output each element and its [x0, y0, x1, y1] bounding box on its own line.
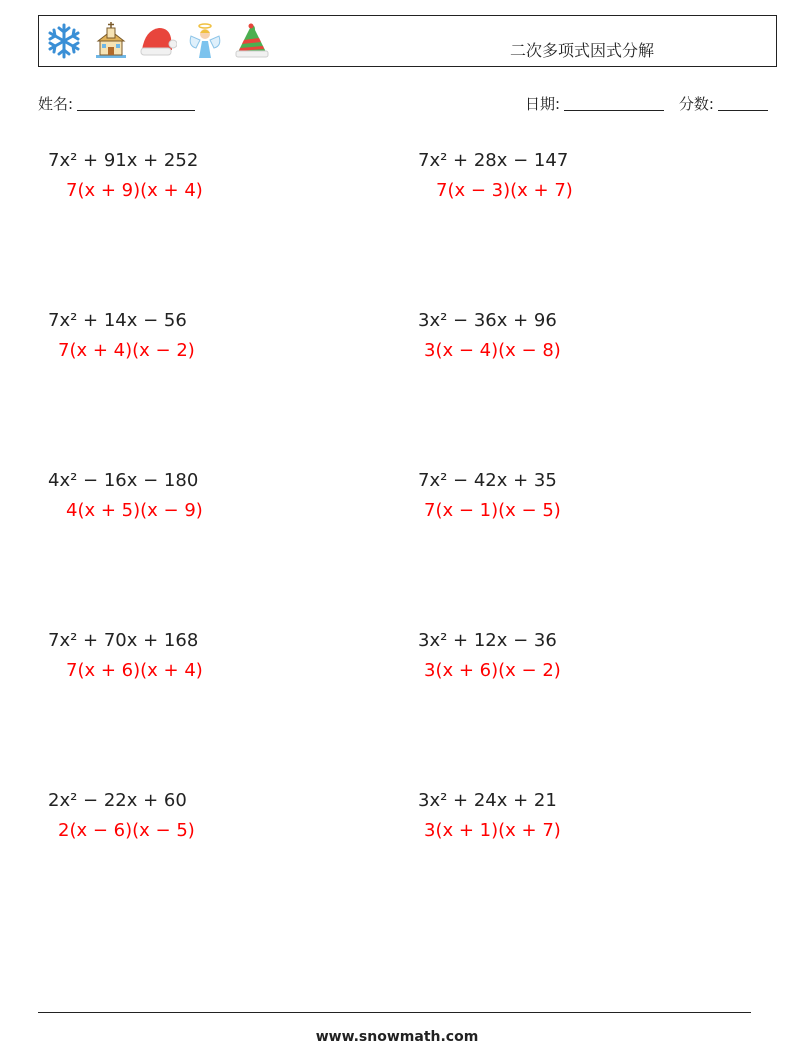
problem-answer: 3(x + 6)(x − 2) [424, 660, 561, 681]
snowflake-icon [45, 22, 83, 60]
problem-expression: 3x² + 24x + 21 [418, 790, 557, 811]
problem-answer: 4(x + 5)(x − 9) [66, 500, 203, 521]
problem-expression: 3x² − 36x + 96 [418, 310, 557, 331]
problem-expression: 7x² + 70x + 168 [48, 630, 199, 651]
problem-4 [418, 310, 561, 362]
problem-9 [48, 790, 195, 842]
problem-5 [48, 470, 203, 522]
problem-7 [48, 630, 203, 682]
problem-answer: 2(x − 6)(x − 5) [58, 820, 195, 841]
problem-answer: 7(x − 1)(x − 5) [424, 500, 561, 521]
problem-expression: 7x² + 91x + 252 [48, 150, 199, 171]
name-label: 姓名: [38, 95, 74, 113]
problem-6 [418, 470, 561, 522]
problem-answer: 7(x − 3)(x + 7) [436, 180, 573, 201]
name-blank[interactable] [77, 96, 195, 111]
problem-answer: 7(x + 4)(x − 2) [58, 340, 195, 361]
problem-answer: 3(x + 1)(x + 7) [424, 820, 561, 841]
score-blank[interactable] [718, 96, 768, 111]
score-label: 分数: [678, 95, 714, 113]
santa-hat-icon [139, 22, 177, 60]
problem-expression: 7x² − 42x + 35 [418, 470, 557, 491]
problem-3 [48, 310, 195, 362]
problem-10 [418, 790, 561, 842]
angel-icon [186, 22, 224, 60]
date-label: 日期: [525, 95, 561, 113]
problem-expression: 2x² − 22x + 60 [48, 790, 187, 811]
problem-expression: 7x² + 28x − 147 [418, 150, 569, 171]
worksheet-header [38, 15, 777, 67]
problem-answer: 7(x + 6)(x + 4) [66, 660, 203, 681]
footer-divider [38, 1012, 751, 1013]
problem-1 [48, 150, 203, 202]
problem-answer: 7(x + 9)(x + 4) [66, 180, 203, 201]
problem-expression: 7x² + 14x − 56 [48, 310, 187, 331]
header-icons [45, 22, 271, 60]
name-field [38, 93, 195, 114]
problem-8 [418, 630, 561, 682]
problem-expression: 3x² + 12x − 36 [418, 630, 557, 651]
date-score-fields [525, 93, 768, 114]
worksheet-title: 二次多项式因式分解 [510, 41, 655, 60]
problem-answer: 3(x − 4)(x − 8) [424, 340, 561, 361]
footer-site[interactable]: www.snowmath.com [315, 1029, 479, 1045]
problem-2 [418, 150, 573, 202]
date-blank[interactable] [564, 96, 664, 111]
church-icon [92, 22, 130, 60]
problem-expression: 4x² − 16x − 180 [48, 470, 199, 491]
elf-hat-icon [233, 22, 271, 60]
